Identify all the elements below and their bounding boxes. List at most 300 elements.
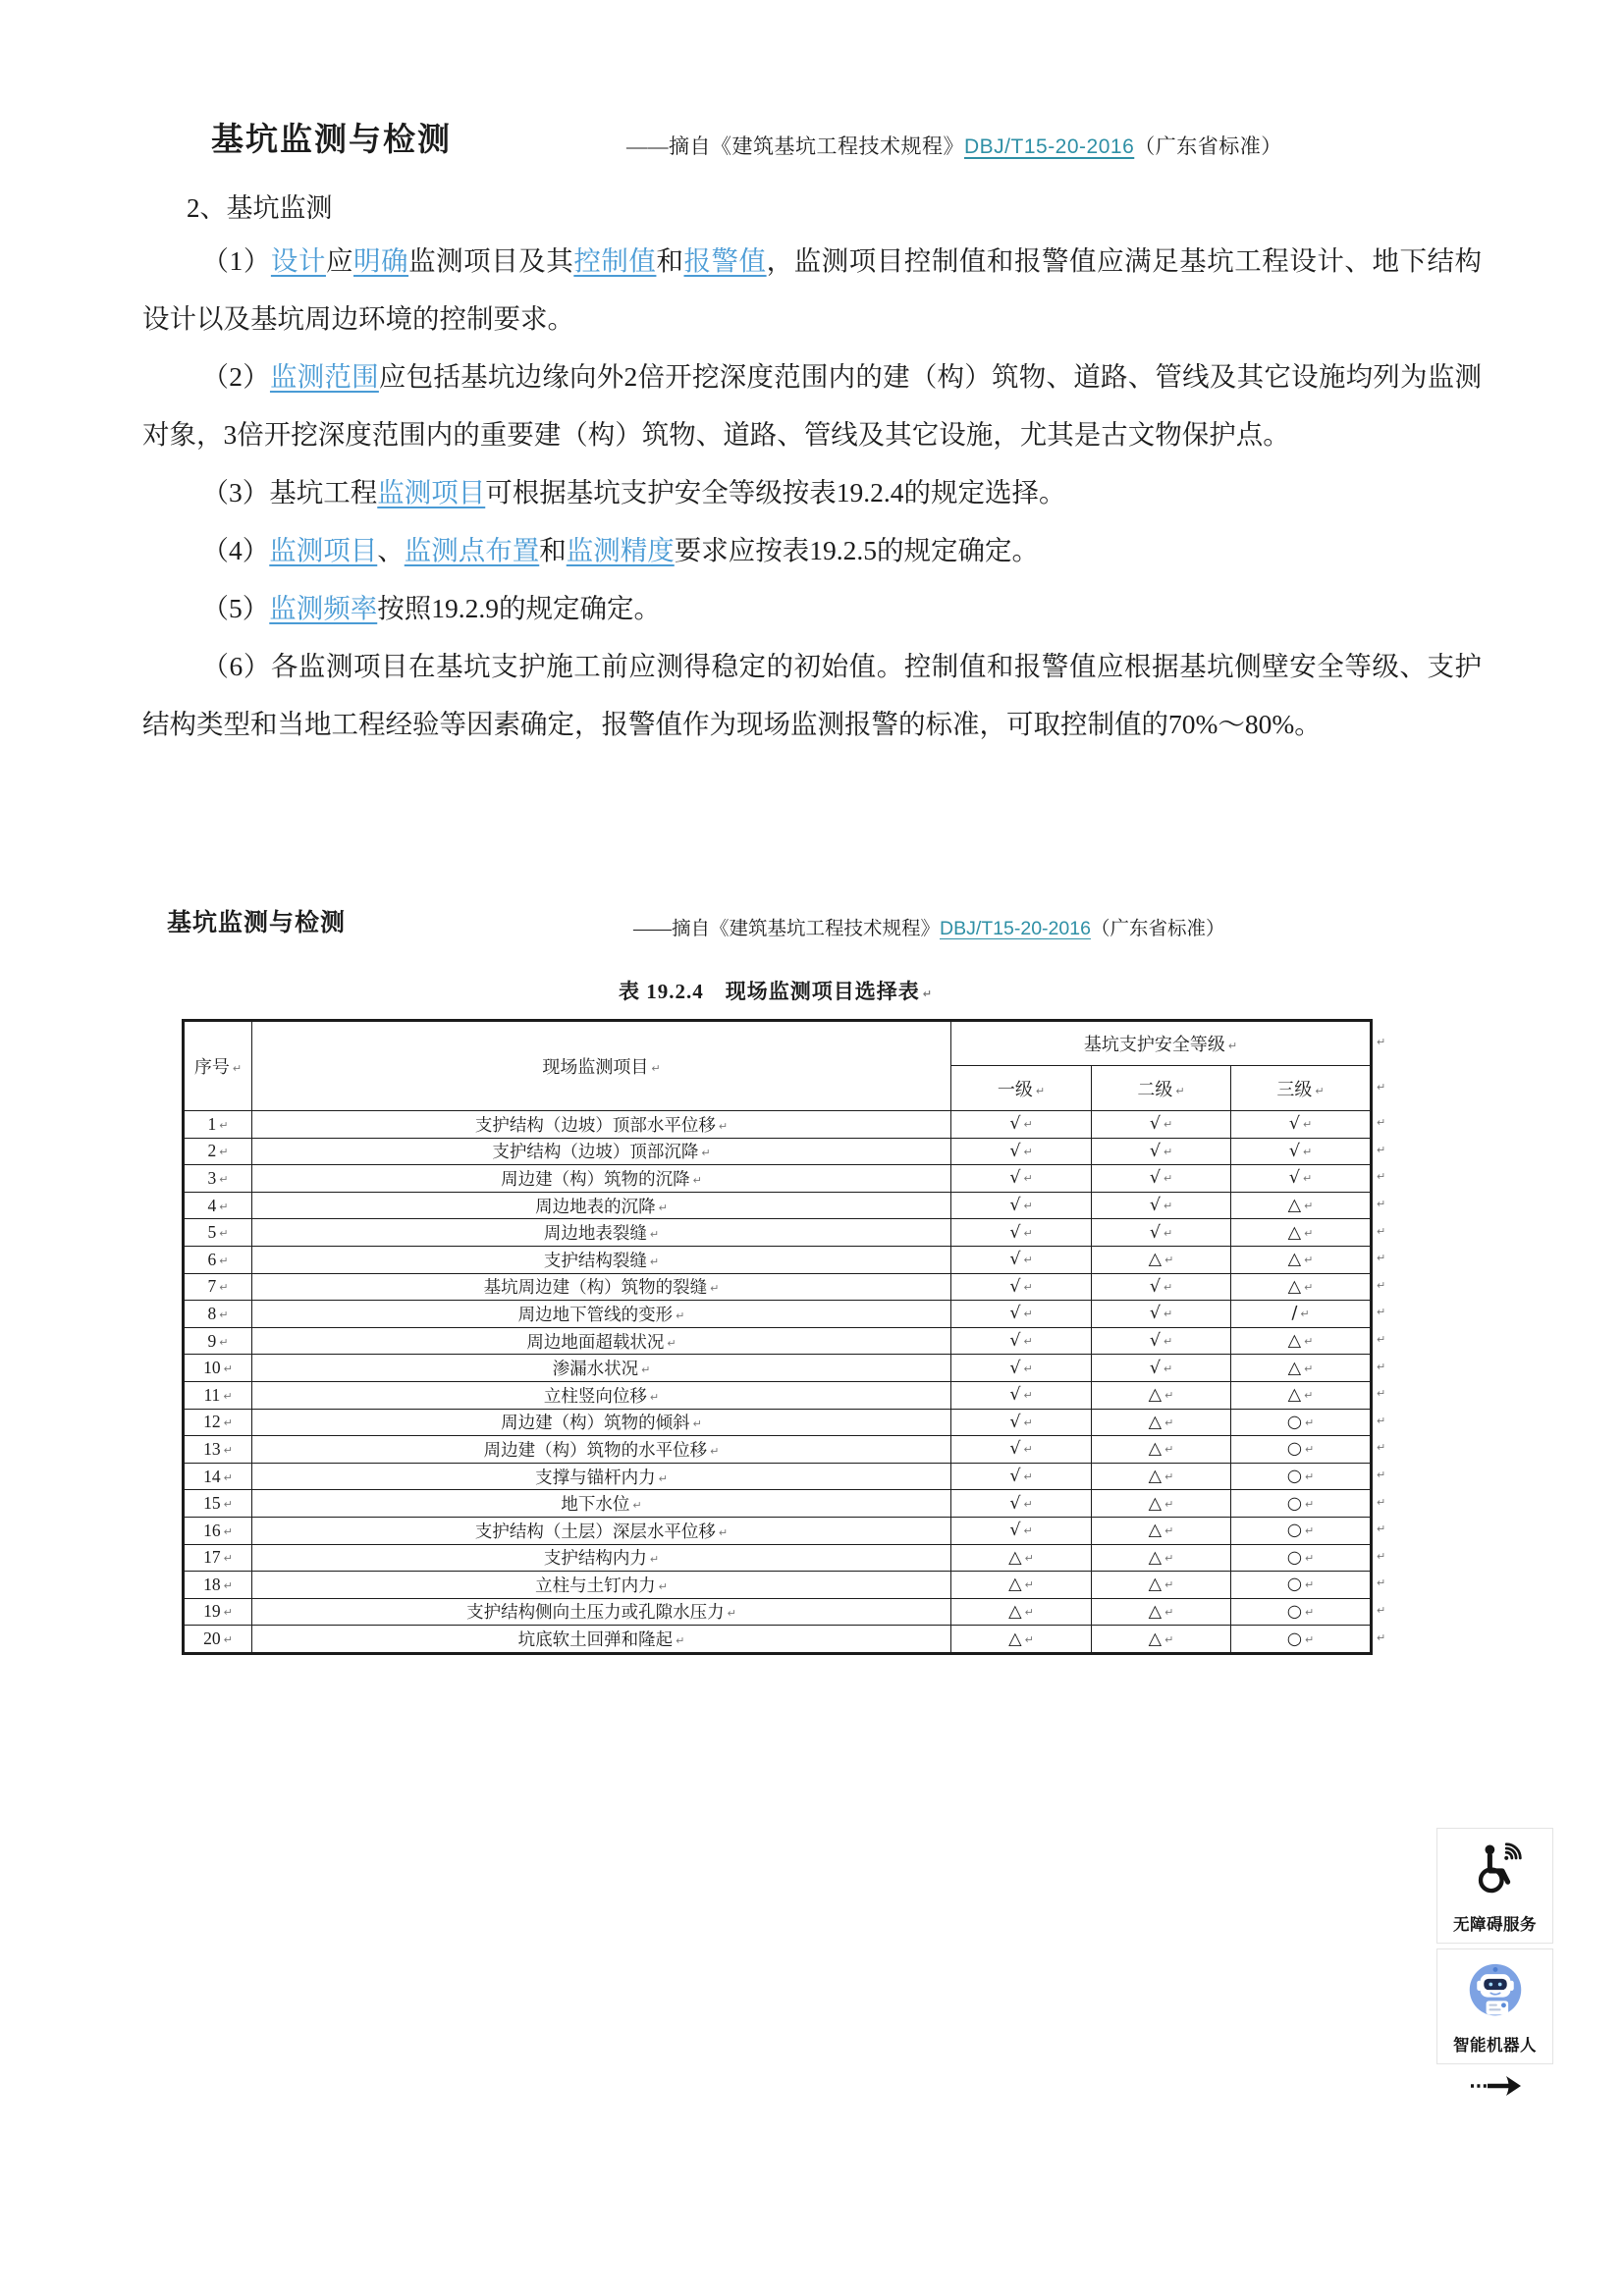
item-name-cell: 支护结构（边坡）顶部沉降 ↵ [252,1138,951,1165]
eol-mark: ↵ [1164,1497,1174,1511]
row-number-cell: 19 ↵ [184,1598,252,1626]
eol-mark: ↵ [219,1227,229,1241]
eol-mark: ↵ [223,1633,233,1647]
eol-mark: ↵ [1023,1308,1033,1321]
grade-cell: △ ↵ [1231,1246,1372,1273]
row-number-cell: 15 ↵ [184,1490,252,1518]
eol-mark: ↵ [223,1470,233,1484]
row-number-cell: 5 ↵ [184,1219,252,1247]
eol-mark: ↵ [1163,1200,1173,1213]
eol-mark: ↵ [1023,1145,1033,1158]
eol-mark: ↵ [922,988,933,1000]
grade-cell: √ ↵ [951,1111,1092,1139]
grade-cell: ○ ↵ [1231,1436,1372,1464]
grade-cell: △ ↵ [1092,1381,1231,1409]
grade-cell: √ ↵ [951,1192,1092,1219]
eol-mark: ↵ [1304,1254,1314,1267]
eol-mark: ↵ [1377,1549,1386,1563]
eol-mark: ↵ [701,1147,711,1160]
eol-mark: ↵ [1302,1172,1313,1186]
eol-mark: ↵ [1163,1226,1173,1240]
grade-cell: √ ↵ [951,1517,1092,1544]
eol-mark: ↵ [219,1335,229,1349]
eol-mark: ↵ [649,1553,660,1567]
eol-mark: ↵ [1164,1415,1174,1429]
grade-cell: △ ↵ [1231,1355,1372,1382]
eol-mark: ↵ [219,1118,229,1132]
text-run: 和 [539,535,567,565]
eol-mark: ↵ [710,1282,720,1296]
grade-cell: △ ↵ [1092,1409,1231,1436]
grade-cell: △ ↵ [1231,1327,1372,1355]
eol-mark: ↵ [1377,1143,1386,1156]
grade-cell: △ ↵ [1231,1273,1372,1301]
item-name-cell: 周边建（构）筑物的沉降 ↵ [252,1165,951,1193]
inline-link[interactable]: 报警值 [683,245,767,276]
grade-cell: √ ↵ [1092,1355,1231,1382]
eol-mark: ↵ [1227,1040,1238,1052]
eol-mark: ↵ [1377,1306,1386,1319]
eol-mark: ↵ [232,1062,243,1075]
row-number-cell: 3 ↵ [184,1165,252,1193]
grade-cell: √ ↵ [1092,1327,1231,1355]
eol-mark: ↵ [718,1119,729,1133]
eol-mark: ↵ [1377,1224,1386,1238]
citation-prefix: ——摘自《建筑基坑工程技术规程》 [626,134,964,158]
item-name-cell: 周边地表的沉降 ↵ [252,1192,951,1219]
item-name-cell: 支护结构（土层）深层水平位移 ↵ [252,1517,951,1544]
item-name-cell: 立柱与土钉内力 ↵ [252,1572,951,1599]
inline-link[interactable]: 监测项目 [377,477,486,507]
grade-cell: √ ↵ [951,1436,1092,1464]
eol-mark: ↵ [1164,1632,1174,1646]
grade-cell: √ ↵ [951,1301,1092,1328]
eol-mark: ↵ [1023,1172,1033,1186]
table-row [184,1544,1372,1572]
grade-cell: △ ↵ [1092,1598,1231,1626]
grade-cell: √ ↵ [1231,1138,1372,1165]
header-cell-no: 序号 ↵ [184,1021,252,1111]
grade-cell: √ ↵ [1092,1301,1231,1328]
grade-cell: √ ↵ [951,1409,1092,1436]
eol-mark: ↵ [1023,1200,1033,1213]
eol-mark: ↵ [1163,1172,1173,1186]
eol-mark: ↵ [676,1634,685,1648]
eol-mark: ↵ [692,1417,702,1431]
eol-mark: ↵ [1377,1522,1386,1536]
text-run: 、 [377,535,405,565]
grade-cell: ○ ↵ [1231,1463,1372,1490]
eol-mark: ↵ [223,1362,233,1376]
table-row [184,1246,1372,1273]
eol-mark: ↵ [1023,1280,1033,1294]
eol-mark: ↵ [1304,1389,1314,1403]
eol-mark: ↵ [1164,1605,1174,1619]
row-number-cell: 13 ↵ [184,1436,252,1464]
eol-mark: ↵ [1304,1226,1314,1240]
inline-link[interactable]: 明确 [353,245,409,276]
table-row [184,1572,1372,1599]
row-number-cell: 1 ↵ [184,1111,252,1139]
table-row [184,1138,1372,1165]
eol-mark: ↵ [1023,1497,1033,1511]
item-name-cell: 支护结构（边坡）顶部水平位移 ↵ [252,1111,951,1139]
header-cell-grade-1: 一级 ↵ [951,1066,1092,1111]
inline-link[interactable]: 控制值 [573,245,657,276]
row-number-cell: 16 ↵ [184,1517,252,1544]
grade-cell: △ ↵ [1092,1626,1231,1654]
eol-mark: ↵ [1377,1252,1386,1265]
header-cell-group: 基坑支护安全等级 ↵ [951,1021,1372,1066]
table-row [184,1626,1372,1654]
paragraph [142,347,1482,463]
smart-robot-button[interactable] [1436,1949,1553,2064]
inline-link[interactable]: 监测范围 [269,361,379,392]
grade-cell: √ ↵ [951,1381,1092,1409]
eol-mark: ↵ [219,1254,229,1267]
eol-mark: ↵ [219,1308,229,1321]
grade-cell: △ ↵ [1231,1381,1372,1409]
item-name-cell: 支撑与锚杆内力 ↵ [252,1463,951,1490]
eol-mark: ↵ [1377,1116,1386,1130]
table-body [184,1111,1372,1654]
grade-cell: △ ↵ [1092,1572,1231,1599]
eol-mark: ↵ [1305,1578,1315,1592]
eol-mark: ↵ [1377,1278,1386,1292]
eol-mark: ↵ [649,1228,660,1242]
table-row [184,1355,1372,1382]
text-run: （5） [201,593,270,623]
text-run: ，监测项目控制值和报警值应满足基坑工程设计、地下结构设计以及基坑周边环境的控制要求。 [142,245,1482,334]
eol-mark: ↵ [1164,1389,1174,1403]
grade-cell: △ ↵ [1092,1463,1231,1490]
grade-cell: √ ↵ [1092,1192,1231,1219]
grade-cell: √ ↵ [951,1490,1092,1518]
row-number-cell: 14 ↵ [184,1463,252,1490]
eol-mark: ↵ [1304,1362,1314,1375]
citation-suffix: （广东省标准） [1090,919,1225,939]
grade-cell: △ ↵ [1092,1517,1231,1544]
monitoring-table [182,1019,1373,1655]
table-row [184,1409,1372,1436]
eol-mark: ↵ [223,1498,233,1512]
table-row [184,1111,1372,1139]
eol-mark: ↵ [223,1389,233,1403]
text-run: （6）各监测项目在基坑支护施工前应测得稳定的初始值。控制值和报警值应根据基坑侧壁安全等级、支护结构类型和当地工程经验等因素确定，报警值作为现场监测报警的标准，可取控制值的70%～80%。 [142,651,1482,739]
eol-mark: ↵ [223,1552,233,1566]
citation-2 [633,913,1224,940]
eol-mark: ↵ [649,1255,660,1268]
table-row [184,1327,1372,1355]
citation-suffix: （广东省标准） [1134,134,1282,158]
eol-mark: ↵ [1300,1308,1310,1321]
grade-cell: ○ ↵ [1231,1409,1372,1436]
grade-cell: √ ↵ [951,1165,1092,1193]
eol-mark: ↵ [1164,1578,1174,1592]
text-run: 监测项目及其 [408,245,574,276]
grade-cell: ○ ↵ [1231,1517,1372,1544]
table-row [184,1463,1372,1490]
eol-mark: ↵ [219,1146,229,1159]
eol-mark: ↵ [1315,1084,1325,1097]
grade-cell: / ↵ [1231,1301,1372,1328]
item-name-cell: 地下水位 ↵ [252,1490,951,1518]
row-number-cell: 6 ↵ [184,1246,252,1273]
row-number-cell: 18 ↵ [184,1572,252,1599]
row-number-cell: 10 ↵ [184,1355,252,1382]
table-wrap [182,1019,1373,1655]
eol-mark: ↵ [667,1336,677,1350]
next-page-arrow-icon[interactable] [1467,2071,1524,2106]
eol-mark: ↵ [1023,1524,1033,1538]
eol-mark: ↵ [1023,1226,1033,1240]
eol-mark: ↵ [1304,1335,1314,1349]
eol-mark: ↵ [658,1201,668,1214]
inline-link[interactable]: 监测项目 [269,535,378,565]
paragraph [142,232,1482,347]
eol-mark: ↵ [1377,1387,1386,1401]
table-row [184,1273,1372,1301]
row-number-cell: 11 ↵ [184,1381,252,1409]
grade-cell: √ ↵ [951,1219,1092,1247]
eol-mark: ↵ [1023,1118,1033,1132]
eol-mark: ↵ [658,1579,668,1593]
eol-mark: ↵ [1023,1470,1033,1484]
header-cell-item: 现场监测项目 ↵ [252,1021,951,1111]
eol-mark: ↵ [1023,1443,1033,1457]
citation-link[interactable]: DBJ/T15-20-2016 [940,918,1091,939]
text-run: （1） [201,245,271,276]
eol-mark: ↵ [1377,1631,1386,1645]
eol-mark: ↵ [658,1471,668,1485]
grade-cell: √ ↵ [1231,1111,1372,1139]
table-header-row-1 [184,1021,1372,1066]
citation-link[interactable]: DBJ/T15-20-2016 [964,135,1135,158]
robot-icon [1437,1949,1552,2032]
header-cell-grade-3: 三级 ↵ [1231,1066,1372,1111]
item-name-cell: 支护结构裂缝 ↵ [252,1246,951,1273]
eol-mark: ↵ [1305,1470,1315,1484]
eol-mark: ↵ [641,1363,651,1377]
eol-mark: ↵ [1175,1084,1185,1097]
eol-mark: ↵ [692,1173,702,1187]
eol-mark: ↵ [1377,1035,1386,1048]
grade-cell: ○ ↵ [1231,1598,1372,1626]
eol-mark: ↵ [1377,1170,1386,1184]
grade-cell: √ ↵ [951,1246,1092,1273]
table-row [184,1517,1372,1544]
table-row [184,1301,1372,1328]
grade-cell: △ ↵ [1092,1544,1231,1572]
inline-link[interactable]: 监测频率 [269,593,378,623]
eol-mark: ↵ [1377,1576,1386,1590]
table-row [184,1436,1372,1464]
text-run: （2） [201,361,270,392]
text-run: 应包括基坑边缘向外2倍开挖深度范围内的建（构）筑物、道路、管线及其它设施均列为监测对象，3倍开挖深度范围内的重要建（构）筑物、道路、管线及其它设施，尤其是古文物保护点。 [142,361,1482,450]
grade-cell: √ ↵ [1092,1273,1231,1301]
inline-link[interactable]: 监测精度 [566,535,675,565]
text-run: 可根据基坑支护安全等级按表19.2.4的规定选择。 [485,477,1066,507]
eol-mark: ↵ [1024,1551,1034,1565]
eol-mark: ↵ [727,1607,736,1621]
grade-cell: √ ↵ [1092,1138,1231,1165]
grade-cell: ○ ↵ [1231,1626,1372,1654]
eol-mark: ↵ [1305,1605,1315,1619]
item-name-cell: 坑底软土回弹和隆起 ↵ [252,1626,951,1654]
eol-mark: ↵ [718,1525,729,1539]
eol-mark: ↵ [223,1606,233,1620]
paragraph [142,637,1482,753]
eol-mark: ↵ [1163,1118,1173,1132]
text-run: （3）基坑工程 [201,477,378,507]
eol-mark: ↵ [1163,1280,1173,1294]
grade-cell: △ ↵ [951,1626,1092,1654]
table-row [184,1192,1372,1219]
section-heading: 2、基坑监测 [187,193,333,223]
eol-mark: ↵ [1305,1524,1315,1538]
eol-mark: ↵ [219,1172,229,1186]
eol-mark: ↵ [223,1524,233,1538]
inline-link[interactable]: 设计 [270,245,326,276]
row-number-cell: 12 ↵ [184,1409,252,1436]
item-name-cell: 立柱竖向位移 ↵ [252,1381,951,1409]
text-run: 应 [325,245,353,276]
grade-cell: △ ↵ [1231,1219,1372,1247]
eol-mark: ↵ [1305,1497,1315,1511]
row-number-cell: 17 ↵ [184,1544,252,1572]
row-number-cell: 4 ↵ [184,1192,252,1219]
header-cell-grade-2: 二级 ↵ [1092,1066,1231,1111]
eol-mark: ↵ [1163,1362,1173,1375]
page-title-2: 基坑监测与检测 [167,910,347,936]
grade-cell: √ ↵ [951,1138,1092,1165]
text-run: 和 [656,245,684,276]
eol-mark: ↵ [1035,1084,1046,1097]
text-run: 按照19.2.9的规定确定。 [377,593,661,623]
item-name-cell: 周边地表裂缝 ↵ [252,1219,951,1247]
table-row [184,1381,1372,1409]
eol-mark: ↵ [1163,1308,1173,1321]
eol-mark: ↵ [1304,1280,1314,1294]
grade-cell: √ ↵ [1231,1165,1372,1193]
eol-mark: ↵ [1023,1389,1033,1403]
eol-mark: ↵ [1377,1360,1386,1373]
eol-mark: ↵ [651,1062,661,1075]
eol-mark: ↵ [223,1578,233,1592]
grade-cell: ○ ↵ [1231,1544,1372,1572]
text-block [142,232,1482,862]
row-number-cell: 9 ↵ [184,1327,252,1355]
paragraph [142,521,1482,579]
grade-cell: △ ↵ [1092,1490,1231,1518]
eol-mark: ↵ [219,1200,229,1213]
grade-cell: ○ ↵ [1231,1572,1372,1599]
eol-mark: ↵ [1377,1198,1386,1211]
paragraph [142,579,1482,637]
grade-cell: √ ↵ [951,1273,1092,1301]
grade-cell: △ ↵ [1231,1192,1372,1219]
citation [626,131,1282,160]
item-name-cell: 渗漏水状况 ↵ [252,1355,951,1382]
item-name-cell: 周边建（构）筑物的倾斜 ↵ [252,1409,951,1436]
eol-mark: ↵ [1304,1200,1314,1213]
row-number-cell: 2 ↵ [184,1138,252,1165]
text-run: （4） [201,535,270,565]
table-row [184,1219,1372,1247]
eol-mark: ↵ [1377,1414,1386,1427]
eol-mark: ↵ [1305,1415,1315,1429]
eol-mark: ↵ [1163,1145,1173,1158]
table-title [182,976,1370,1005]
eol-mark: ↵ [649,1390,660,1404]
eol-mark: ↵ [1023,1335,1033,1349]
table-row [184,1598,1372,1626]
grade-cell: △ ↵ [1092,1246,1231,1273]
eol-mark: ↵ [219,1281,229,1295]
eol-mark: ↵ [1377,1441,1386,1455]
accessibility-label: 无障碍服务 [1453,1916,1537,1934]
grade-cell: △ ↵ [951,1572,1092,1599]
row-number-cell: 20 ↵ [184,1626,252,1654]
row-number-cell: 8 ↵ [184,1301,252,1328]
table-row [184,1490,1372,1518]
table-row [184,1165,1372,1193]
grade-cell: √ ↵ [951,1463,1092,1490]
eol-mark: ↵ [1164,1551,1174,1565]
eol-mark: ↵ [632,1499,642,1513]
eol-mark: ↵ [1302,1145,1313,1158]
eol-mark: ↵ [676,1308,685,1322]
grade-cell: √ ↵ [951,1355,1092,1382]
eol-mark: ↵ [223,1443,233,1457]
wheelchair-wifi-icon [1437,1829,1552,1911]
eol-mark: ↵ [1377,1603,1386,1617]
eol-mark: ↵ [1023,1254,1033,1267]
table-title-text: 表 19.2.4 现场监测项目选择表 [619,980,920,1003]
eol-mark: ↵ [1164,1524,1174,1538]
eol-mark: ↵ [710,1444,720,1458]
eol-mark: ↵ [1024,1578,1034,1592]
grade-cell: √ ↵ [1092,1219,1231,1247]
eol-mark: ↵ [1164,1443,1174,1457]
inline-link[interactable]: 监测点布置 [404,535,540,565]
grade-cell: △ ↵ [1092,1436,1231,1464]
item-name-cell: 周边地面超载状况 ↵ [252,1327,951,1355]
grade-cell: ○ ↵ [1231,1490,1372,1518]
eol-mark: ↵ [1302,1118,1313,1132]
accessibility-service-button[interactable] [1436,1828,1553,1944]
eol-mark: ↵ [1164,1470,1174,1484]
item-name-cell: 周边建（构）筑物的水平位移 ↵ [252,1436,951,1464]
item-name-cell: 周边地下管线的变形 ↵ [252,1301,951,1328]
eol-mark: ↵ [1305,1551,1315,1565]
eol-mark: ↵ [1024,1605,1034,1619]
page-title: 基坑监测与检测 [211,123,452,158]
eol-mark: ↵ [1377,1080,1386,1094]
grade-cell: √ ↵ [951,1327,1092,1355]
paragraph [142,463,1482,521]
item-name-cell: 支护结构内力 ↵ [252,1544,951,1572]
eol-mark: ↵ [1377,1468,1386,1482]
eol-mark: ↵ [1164,1254,1174,1267]
grade-cell: √ ↵ [1092,1165,1231,1193]
eol-mark: ↵ [1377,1495,1386,1509]
eol-mark: ↵ [223,1416,233,1430]
eol-mark: ↵ [1163,1335,1173,1349]
eol-mark: ↵ [1023,1362,1033,1375]
row-number-cell: 7 ↵ [184,1273,252,1301]
robot-label: 智能机器人 [1453,2037,1537,2055]
